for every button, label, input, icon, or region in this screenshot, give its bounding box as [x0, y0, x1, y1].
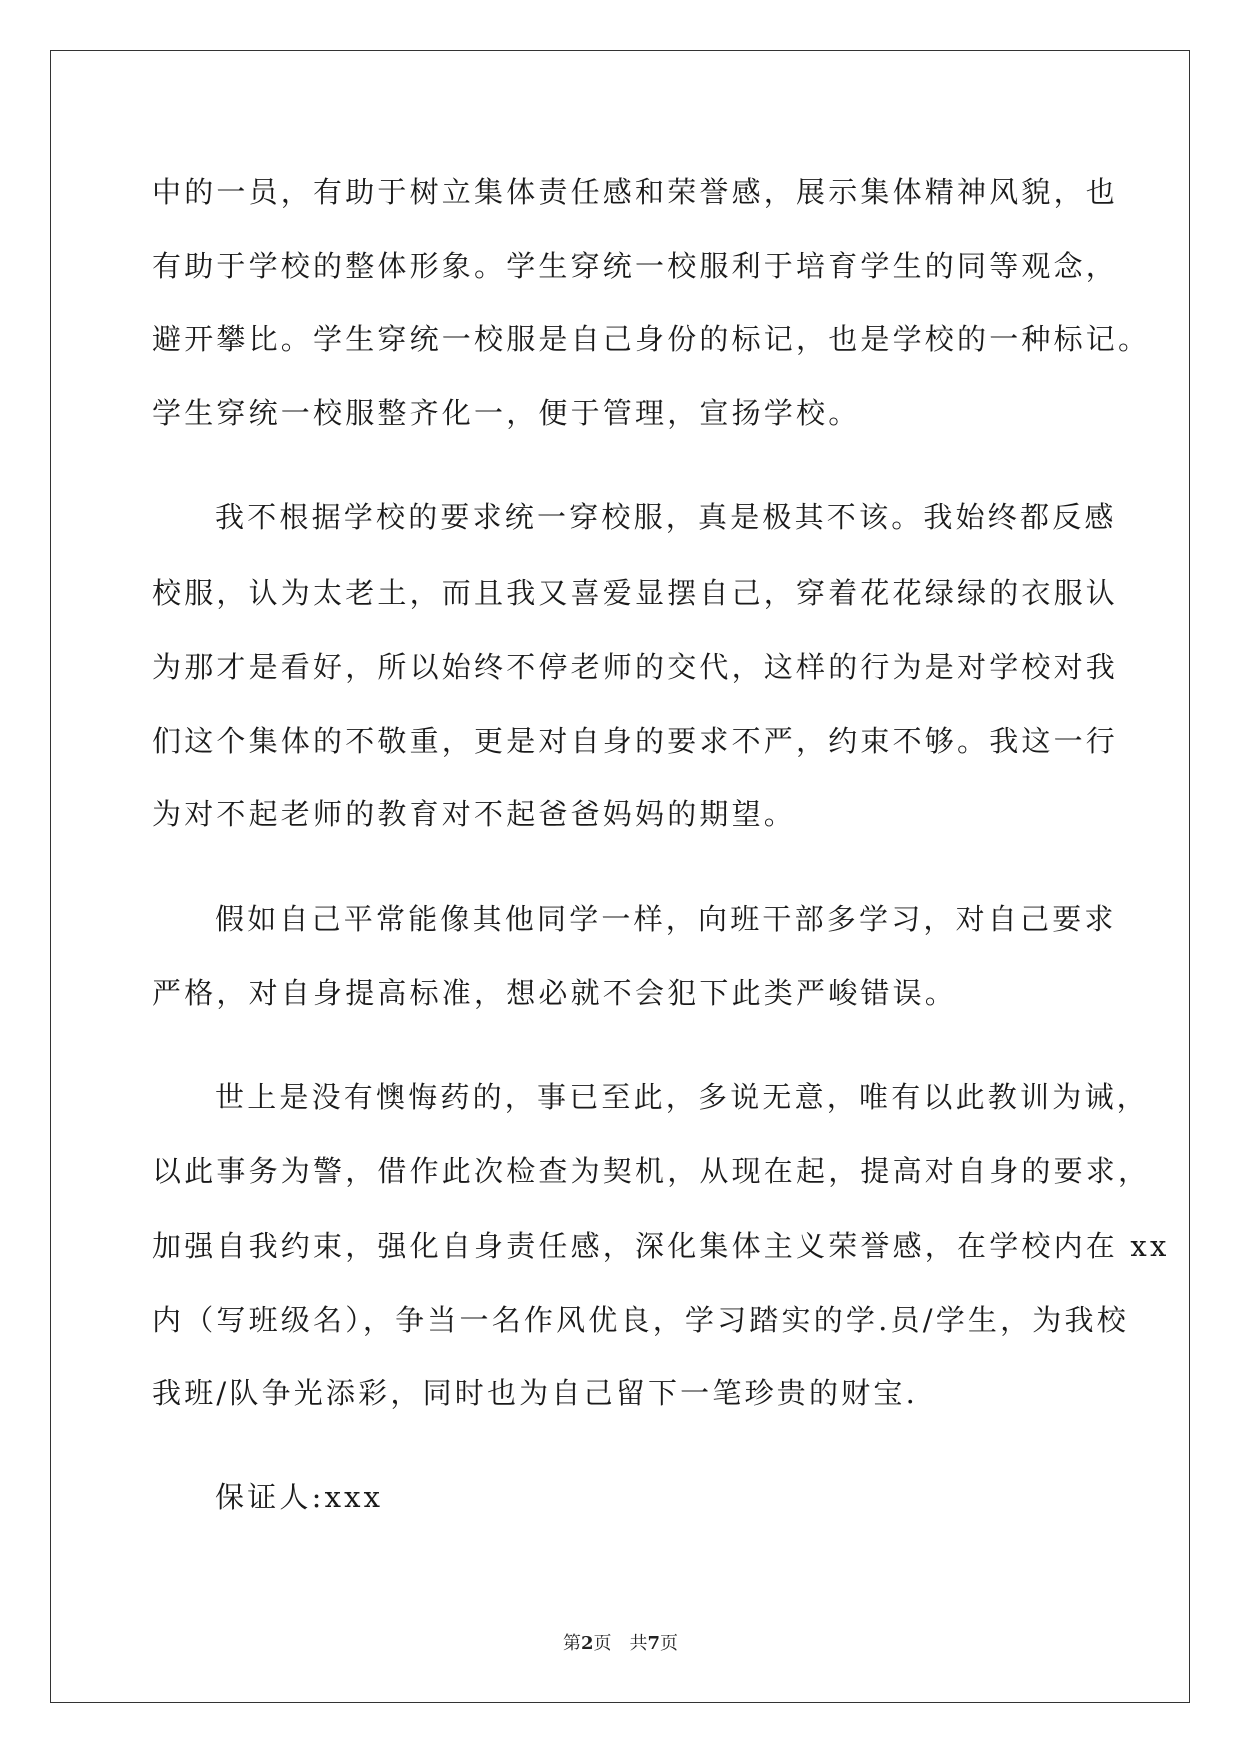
- text-line: 学生穿统一校服整齐化一，便于管理，宣扬学校。: [152, 396, 861, 430]
- text-line: 为对不起老师的教育对不起爸爸妈妈的期望。: [152, 797, 797, 831]
- page-frame: [50, 50, 1190, 1703]
- paragraph-first-line: 假如自己平常能像其他同学一样，向班干部多学习，对自己要求: [215, 902, 1117, 936]
- text-line: 加强自我约束，强化自身责任感，深化集体主义荣誉感，在学校内在 xx: [152, 1229, 1170, 1263]
- paragraph-first-line: 世上是没有懊悔药的，事已至此，多说无意，唯有以此教训为诫，: [215, 1080, 1149, 1114]
- text-line: 我班/队争光添彩，同时也为自己留下一笔珍贵的财宝.: [152, 1376, 918, 1410]
- signature-line: 保证人:xxx: [215, 1480, 384, 1514]
- text-line: 有助于学校的整体形象。学生穿统一校服利于培育学生的同等观念，: [152, 249, 1119, 283]
- footer-prefix: 第: [562, 1633, 581, 1654]
- text-line: 避开攀比。学生穿统一校服是自己身份的标记，也是学校的一种标记。: [152, 322, 1151, 356]
- paragraph-first-line: 我不根据学校的要求统一穿校服，真是极其不该。我始终都反感: [215, 500, 1117, 534]
- footer-total-pages: 7: [647, 1633, 661, 1654]
- page-footer: [0, 1632, 1241, 1656]
- text-line: 为那才是看好，所以始终不停老师的交代，这样的行为是对学校对我: [152, 650, 1119, 684]
- text-line: 校服，认为太老土，而且我又喜爱显摆自己，穿着花花绿绿的衣服认: [152, 576, 1119, 610]
- text-line: 内（写班级名），争当一名作风优良，学习踏实的学.员/学生，为我校: [152, 1303, 1129, 1337]
- footer-page-number: 2: [580, 1633, 594, 1654]
- text-line: 以此事务为警，借作此次检查为契机，从现在起，提高对自身的要求，: [152, 1154, 1151, 1188]
- text-line: 中的一员，有助于树立集体责任感和荣誉感，展示集体精神风貌，也: [152, 175, 1119, 209]
- text-line: 严格，对自身提高标准，想必就不会犯下此类严峻错误。: [152, 976, 958, 1010]
- footer-suffix: 页: [660, 1633, 679, 1654]
- text-line: 们这个集体的不敬重，更是对自身的要求不严，约束不够。我这一行: [152, 724, 1119, 758]
- footer-middle: 页 共: [593, 1633, 648, 1654]
